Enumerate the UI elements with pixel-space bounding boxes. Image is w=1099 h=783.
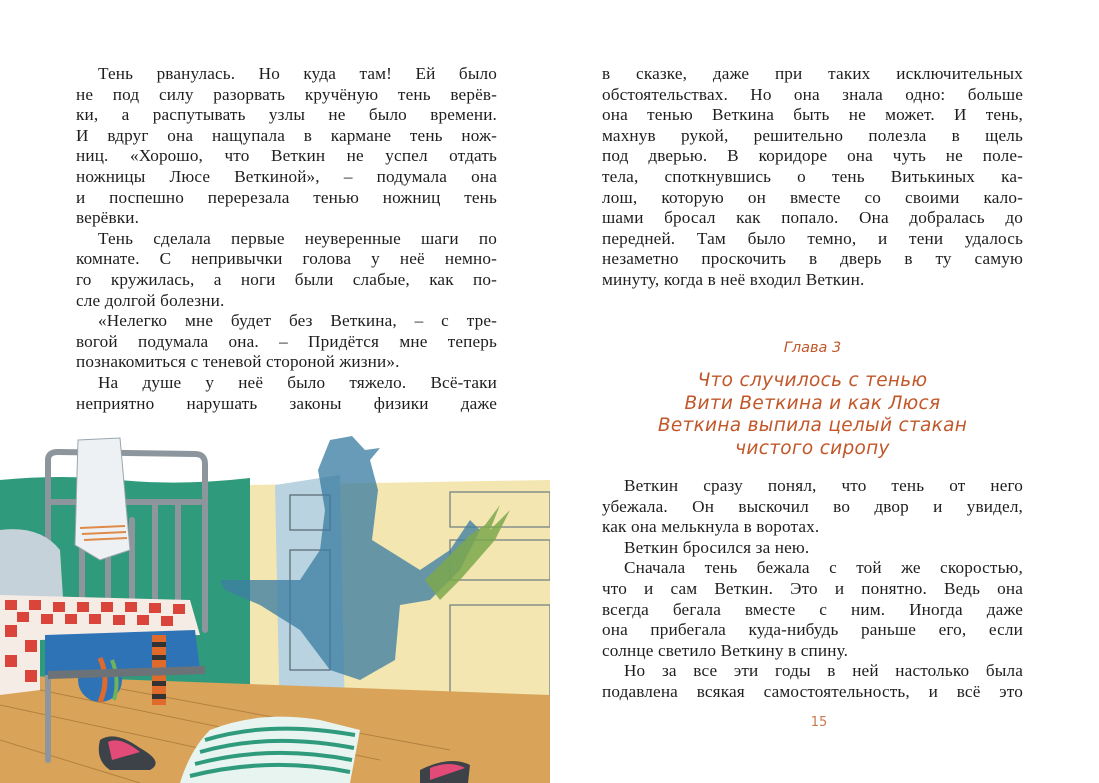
chapter-title-line: Вити Веткина и как Люся: [684, 392, 941, 414]
chapter-heading: [602, 338, 1023, 460]
text-line: она тенью Веткина быть не может. И тень,: [602, 105, 1023, 125]
text-line: не под силу разорвать кручёную тень верёв-: [76, 84, 497, 104]
text-line: подавлена всякая самостоятельность, и всё это: [602, 681, 1023, 701]
text-line: в сказке, даже при таких исключительных: [602, 64, 1023, 83]
text-line: Сначала тень бежала с той же скоростью,: [624, 558, 1023, 578]
text-line: минуту, когда в неё входил Веткин.: [602, 269, 865, 289]
text-line: На душе у неё было тяжело. Всё-таки: [98, 372, 497, 392]
text-line: ножницы Люсе Веткиной», – подумала она: [76, 166, 497, 186]
text-line: го кружилась, а ноги были слабые, как по-: [76, 269, 497, 289]
chapter-title-line: Веткина выпила целый стакан: [657, 415, 968, 436]
story-illustration: [0, 430, 550, 783]
text-line: обстоятельствах. Но она знала одно: больше: [602, 84, 1023, 104]
right-page-body-text: [602, 476, 1023, 703]
text-line: верёвки.: [76, 208, 140, 228]
text-line: ки, а распутывать узлы не было времени.: [76, 105, 497, 125]
text-line: комнате. С непривычки голова у неё немно-: [76, 249, 497, 269]
text-line: шами бросал как попало. Она добралась до: [602, 208, 1023, 228]
chapter-title-line: чистого сиропу: [735, 437, 890, 459]
text-line: что и сам Веткин. Это и понятно. Ведь она: [602, 578, 1023, 598]
text-line: убежала. Он выскочил во двор и увидел,: [602, 496, 1023, 516]
text-line: Веткин сразу понял, что тень от него: [624, 476, 1023, 495]
text-line: как она мелькнула в воротах.: [602, 517, 820, 537]
text-line: тела, споткнувшись о тень Витькиных ка-: [602, 166, 1023, 186]
text-line: ниц. «Хорошо, что Веткин не успел отдать: [76, 146, 497, 166]
right-page: [550, 0, 1099, 783]
text-line: Тень рванулась. Но куда там! Ей было: [98, 64, 497, 83]
text-line: неприятно нарушать законы физики даже: [76, 393, 497, 413]
towel: [75, 438, 130, 560]
text-line: И вдруг она нащупала в кармане тень нож-: [76, 125, 497, 145]
text-line: Тень сделала первые неуверенные шаги по: [98, 228, 497, 248]
text-line: махнув рукой, решительно полезла в щель: [602, 125, 1023, 145]
text-line: сле долгой болезни.: [76, 290, 225, 310]
text-line: Веткин бросился за нею.: [624, 537, 810, 557]
text-line: всегда бегала вместе с ним. Иногда даже: [602, 599, 1023, 619]
right-page-top-text: [602, 64, 1023, 291]
text-line: она прибегала куда-нибудь раньше его, если: [602, 620, 1023, 640]
text-line: лош, которую он вместе со своими кало-: [602, 187, 1023, 207]
text-line: передней. Там было темно, и тени удалось: [602, 228, 1023, 248]
chapter-title-line: Что случилось с тенью: [697, 370, 928, 391]
chapter-title: [602, 370, 1023, 460]
text-line: и поспешно перерезала тенью ножниц тень: [76, 187, 497, 207]
text-line: незаметно проскочить в дверь в ту самую: [602, 249, 1023, 269]
left-page-text: [76, 64, 497, 414]
text-line: под дверью. В коридоре она чуть не поле-: [602, 146, 1023, 166]
text-line: познакомиться с теневой стороной жизни».: [76, 352, 400, 372]
chapter-number: Глава 3: [783, 340, 842, 356]
text-line: вогой подумала она. – Придётся мне теперь: [76, 331, 497, 351]
text-line: солнце светило Веткину в спину.: [602, 640, 849, 660]
page-number: 15: [810, 715, 828, 730]
text-line: «Нелегко мне будет без Веткина, – с тре-: [98, 311, 497, 331]
text-line: Но за все эти годы в ней настолько была: [624, 661, 1023, 681]
